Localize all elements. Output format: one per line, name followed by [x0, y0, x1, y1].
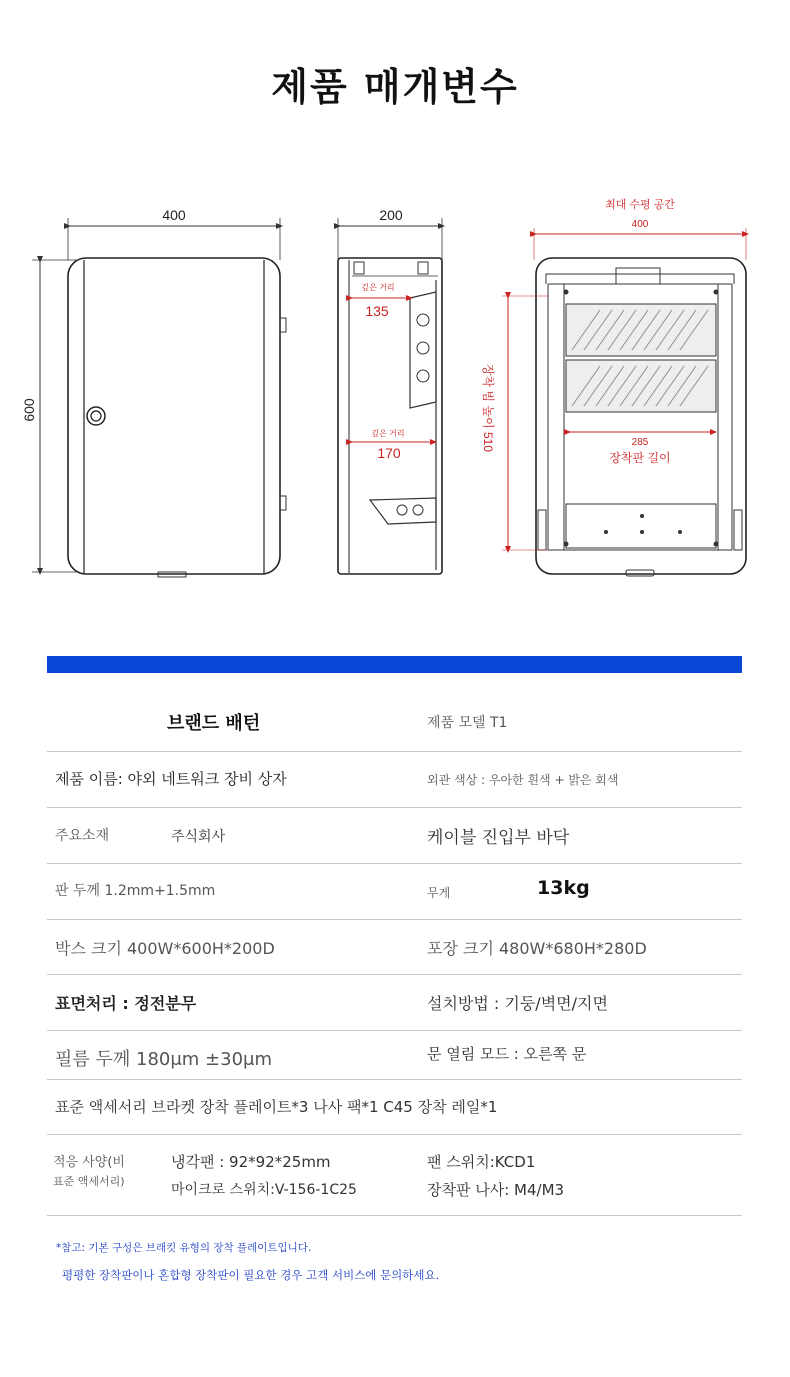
weight-label: 무게 [427, 886, 451, 900]
install-text: 설치방법 : 기둥/벽면/지면 [427, 994, 608, 1013]
spec-row [47, 1080, 742, 1135]
accessories-text: 표준 액세서리 브라켓 장착 플레이트*3 나사 팩*1 C45 장착 레일*1 [55, 1098, 498, 1116]
door-text: 문 열림 모드 : 오른쪽 문 [427, 1045, 587, 1063]
max-space-caption: 최대 수평 공간 [605, 199, 675, 211]
spec-row [47, 864, 742, 920]
front-height-label: 600 [21, 398, 37, 422]
spec-row [47, 975, 742, 1031]
weight-value: 13kg [537, 877, 590, 899]
package-size-text: 포장 크기 480W*680H*280D [427, 939, 647, 958]
plate-length-value: 285 [631, 437, 649, 448]
optional-label: 적응 사양(비 [53, 1155, 125, 1170]
film-text: 필름 두께 180μm ±30μm [55, 1049, 273, 1070]
spec-row [47, 808, 742, 864]
front-view [21, 207, 286, 577]
front-width-label: 400 [162, 207, 186, 223]
dimension-drawing [0, 180, 790, 600]
fan-text: 냉각팬 : 92*92*25mm [171, 1153, 331, 1171]
depth2-caption: 깊은 거리 [371, 429, 405, 438]
surface-text: 표면처리 : 정전분무 [55, 994, 197, 1013]
material-label: 주요소재 [55, 828, 110, 844]
max-space-value: 400 [631, 219, 649, 230]
box-size-text: 박스 크기 400W*600H*200D [55, 939, 275, 958]
spec-row [47, 673, 742, 752]
depth2-value: 170 [377, 445, 401, 461]
spec-row [47, 920, 742, 975]
page-title: 제품 매개변수 [271, 65, 519, 109]
color-text: 외관 색상 : 우아한 흰색 + 밝은 회색 [427, 773, 619, 787]
plate-length-caption: 장착판 길이 [609, 451, 671, 465]
cable-entry-text: 케이블 진입부 바닥 [427, 828, 570, 848]
note-contact-service: 평평한 장착판이나 혼합형 장착판이 필요한 경우 고객 서비스에 문의하세요. [62, 1268, 440, 1282]
product-name-text: 제품 이름: 야외 네트워크 장비 상자 [55, 770, 287, 788]
note-basic-config: *참고: 기본 구성은 브래킷 유형의 장착 플레이트입니다. [56, 1242, 312, 1254]
side-view [338, 207, 442, 574]
spec-row [47, 1135, 742, 1216]
side-width-label: 200 [379, 207, 403, 223]
depth1-value: 135 [365, 303, 389, 319]
thickness-text: 판 두께 1.2mm+1.5mm [55, 883, 216, 899]
brand-text: 브랜드 배턴 [167, 713, 261, 734]
section-divider-bar [47, 656, 742, 673]
depth1-caption: 깊은 거리 [361, 283, 395, 292]
model-text: 제품 모델 T1 [427, 715, 508, 731]
optional-label-2: 표준 액세서리) [53, 1175, 125, 1188]
fan-switch-text: 팬 스위치:KCD1 [427, 1153, 536, 1171]
plate-screw-text: 장착판 나사: M4/M3 [427, 1181, 565, 1199]
micro-switch-text: 마이크로 스위치:V-156-1C25 [171, 1182, 357, 1198]
spec-row [47, 1031, 742, 1080]
rail-height-label: 장착 빔 높이 510 [481, 364, 495, 452]
material-value: 주식회사 [171, 829, 226, 845]
inside-view [481, 197, 746, 576]
spec-row [47, 752, 742, 808]
